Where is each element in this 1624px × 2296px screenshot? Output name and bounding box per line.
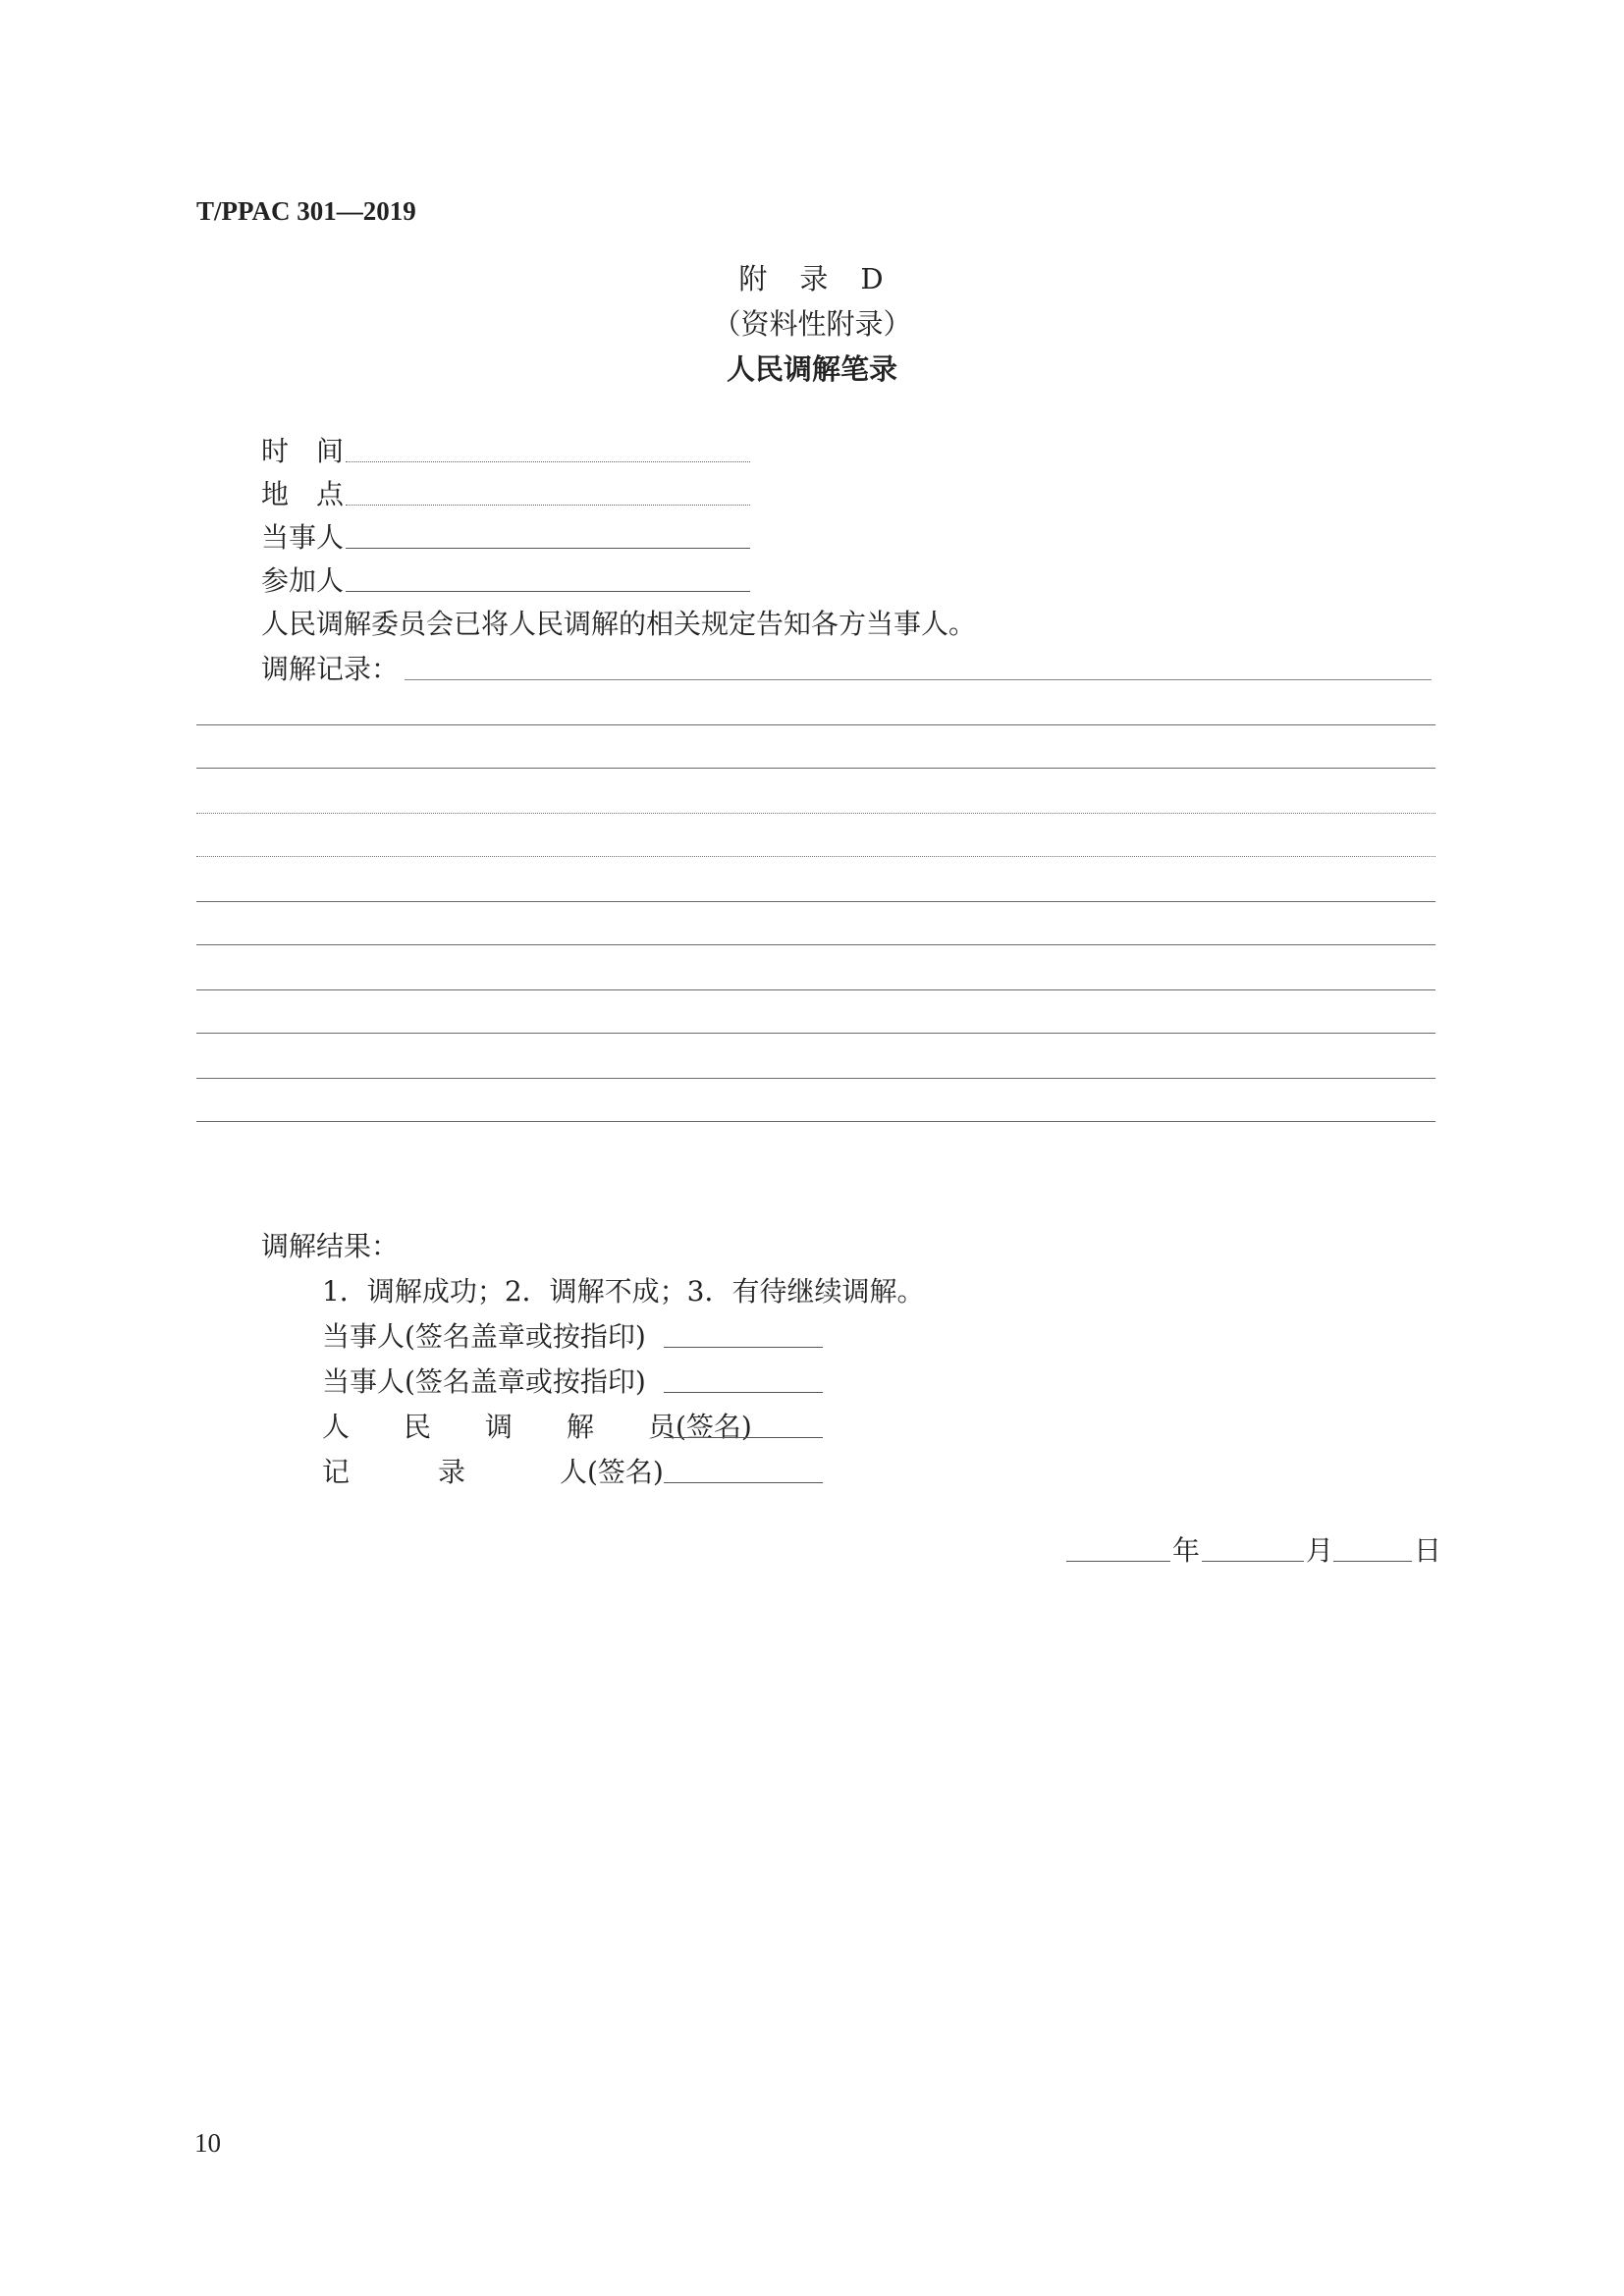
party2-signature-field[interactable] — [664, 1392, 823, 1393]
standard-code: T/PPAC 301—2019 — [196, 196, 416, 226]
page-number: 10 — [194, 2128, 221, 2158]
recorder-signature-label: 记 录 人(签名) — [322, 1456, 664, 1488]
record-line[interactable] — [196, 724, 1435, 725]
record-line[interactable] — [196, 944, 1435, 945]
recorder-signature-field[interactable] — [664, 1482, 823, 1483]
month-field[interactable] — [1202, 1561, 1304, 1562]
participants-label: 参加人 — [261, 564, 345, 597]
parties-label: 当事人 — [261, 521, 345, 554]
appendix-title: 附 录 D — [738, 262, 886, 295]
record-line[interactable] — [196, 1121, 1435, 1122]
time-field[interactable] — [346, 461, 750, 462]
parties-field[interactable] — [346, 548, 750, 549]
record-line[interactable] — [196, 1033, 1435, 1034]
record-line[interactable] — [196, 813, 1435, 814]
mediator-signature-label: 人 民 调 解 员(签名) — [322, 1411, 752, 1443]
record-line[interactable] — [196, 768, 1435, 769]
party2-signature-label: 当事人(签名盖章或按指印) — [322, 1365, 646, 1398]
place-field[interactable] — [346, 505, 750, 506]
result-options: 1．调解成功；2．调解不成；3．有待继续调解。 — [322, 1275, 925, 1308]
record-line[interactable] — [196, 989, 1435, 990]
party1-signature-field[interactable] — [664, 1347, 823, 1348]
month-label: 月 — [1306, 1534, 1334, 1567]
year-label: 年 — [1172, 1534, 1201, 1567]
party1-signature-label: 当事人(签名盖章或按指印) — [322, 1320, 646, 1353]
document-title: 人民调解笔录 — [726, 352, 897, 386]
year-field[interactable] — [1066, 1561, 1170, 1562]
place-label: 地 点 — [261, 478, 345, 510]
day-label: 日 — [1414, 1534, 1442, 1567]
appendix-type: （资料性附录） — [712, 307, 912, 341]
day-field[interactable] — [1333, 1561, 1412, 1562]
result-label: 调解结果： — [261, 1230, 400, 1262]
record-label: 调解记录： — [261, 653, 400, 685]
notice-text: 人民调解委员会已将人民调解的相关规定告知各方当事人。 — [261, 608, 977, 640]
participants-field[interactable] — [346, 591, 750, 592]
record-line[interactable] — [196, 1078, 1435, 1079]
record-line[interactable] — [196, 901, 1435, 902]
record-line[interactable] — [196, 856, 1435, 857]
time-label: 时 间 — [261, 435, 345, 467]
mediator-signature-field[interactable] — [664, 1437, 823, 1438]
record-first-line[interactable] — [405, 679, 1432, 680]
